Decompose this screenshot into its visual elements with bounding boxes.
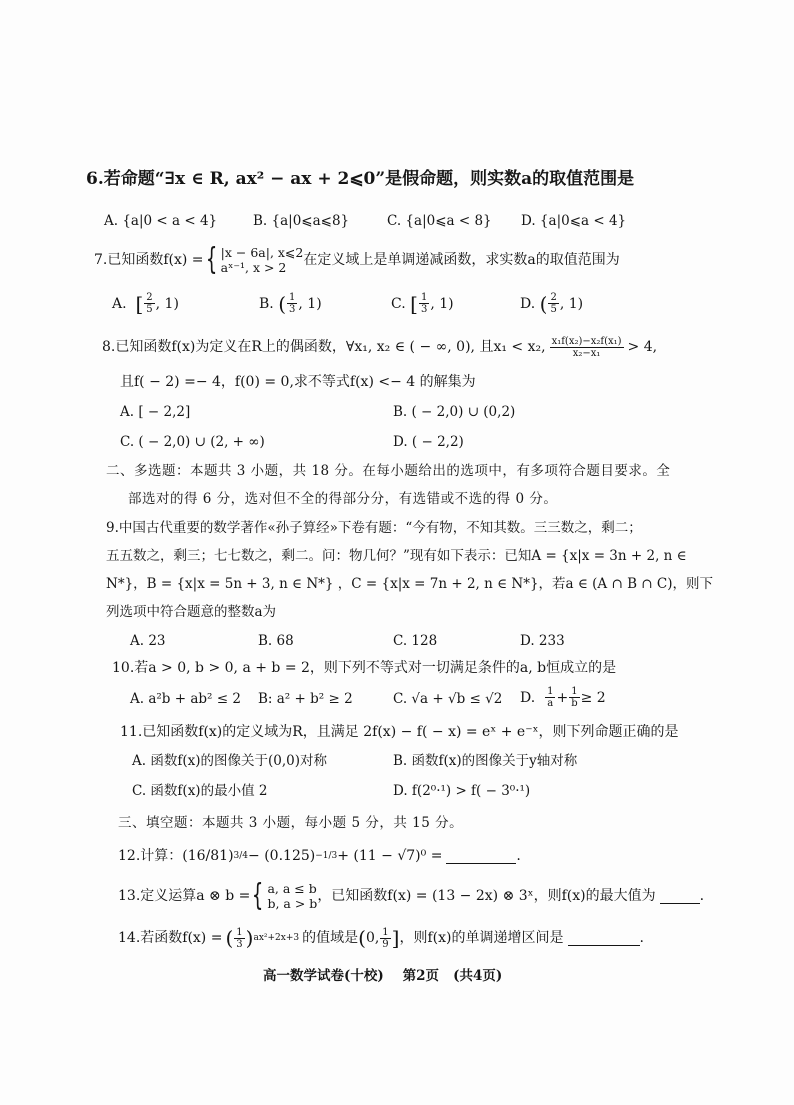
q10-stem: 10.若a > 0, b > 0, a + b = 2，则下列不等式对一切满足条件的a, b恒成立的是: [112, 660, 617, 676]
q13-stem: 13.定义运算a ⊗ b = { a, a ≤ b b, a > b ，已知函数f(x) = (13 − 2x) ⊗ 3ˣ，则f(x)的最大值为 .: [118, 878, 705, 913]
q8-line-2: 且f( − 2) =− 4，f(0) = 0,求不等式f(x) <− 4 的解集为: [120, 374, 476, 390]
q14-middle: 的值域是: [302, 930, 359, 946]
q8-fraction: $\frac{\text{x₁f(x₂)−x₂f(x₁)}}{\text{x₂−x₁}}$: [551, 335, 622, 359]
q14-stem: 14.若函数f(x) = ( $\frac{1}{3}$ ) ax²+2x+3 的值域是 ( 0, $\frac{1}{9}$ ] ，则f(x)的单调递增区间是 .: [118, 926, 644, 950]
q6-option-c: C. {a|0⩽a < 8}: [387, 213, 492, 229]
section-2-line-1: 二、多选题：本题共 3 小题，共 18 分。在每小题给出的选项中，有多项符合题目要求。全: [106, 463, 671, 479]
q12-stem: 12.计算： (16/81) 3/4 − (0.125) −1/3 + (11 − √7)⁰ = .: [118, 848, 521, 864]
q8-option-b: B. ( − 2,0) ∪ (0,2): [393, 404, 516, 420]
q13-suffix: ，已知函数f(x) = (13 − 2x) ⊗ 3ˣ，则f(x)的最大值为: [317, 888, 656, 904]
q11-option-b: B. 函数f(x)的图像关于y轴对称: [393, 753, 578, 769]
q12-exponent-1: 3/4: [233, 851, 249, 861]
q7-prefix: 7.已知函数f(x) =: [94, 252, 204, 268]
q6-option-b: B. {a|0⩽a⩽8}: [253, 213, 350, 229]
q11-option-a: A. 函数f(x)的图像关于(0,0)对称: [132, 753, 327, 769]
q14-answer-blank[interactable]: [568, 931, 640, 946]
footer-title: 高一数学试卷(十校): [263, 968, 384, 984]
q13-case-2: b, a > b: [267, 896, 318, 911]
q14-exponent: ax²+2x+3: [253, 933, 300, 943]
q9-option-c: C. 128: [393, 633, 438, 649]
q9-line-1: 9.中国古代重要的数学著作«孙子算经»下卷有题：“今有物，不知其数。三三数之，剩二；: [106, 520, 642, 536]
q6-option-a: A. {a|0 < a < 4}: [104, 213, 218, 229]
q12-exponent-2: −1/3: [315, 851, 338, 861]
q12-base: (16/81): [182, 848, 234, 864]
q9-line-3: N*}，B = {x|x = 5n + 3, n ∈ N*} ，C = {x|x = 7n + 2, n ∈ N*}，若a ∈ (A ∩ B ∩ C)，则下: [106, 576, 713, 592]
q13-answer-blank[interactable]: [660, 889, 700, 904]
q8-option-c: C. ( − 2,0) ∪ (2, + ∞): [120, 434, 265, 450]
footer-page: 第2页: [402, 968, 439, 984]
section-3-header: 三、填空题：本题共 3 小题，每小题 5 分，共 15 分。: [118, 815, 464, 831]
footer-total: (共4页): [453, 968, 503, 984]
q10-option-b: B: a² + b² ≥ 2: [258, 691, 353, 707]
q14-prefix: 14.若函数f(x) =: [118, 930, 223, 946]
q7-case-2: aˣ⁻¹, x > 2: [220, 260, 287, 275]
q8-line-1: [102, 333, 657, 361]
q7-option-d: D. ( $\frac{2}{5}$ , 1): [520, 291, 584, 316]
q8-line1-prefix: 8.已知函数f(x)为定义在R上的偶函数，∀x₁, x₂ ∈ ( − ∞, 0), 且x₁ < x₂,: [102, 339, 546, 355]
q9-line-2: 五五数之，剩三；七七数之，剩二。问：物几何？”现有如下表示：已知A = {x|x = 3n + 2, n ∈: [106, 548, 687, 564]
q10-option-c: C. √a + √b ≤ √2: [393, 691, 503, 707]
q11-option-c: C. 函数f(x)的最小值 2: [132, 783, 268, 799]
q7-option-a: A. [ $\frac{2}{5}$ , 1): [112, 291, 179, 316]
q13-brace: {: [252, 878, 264, 913]
q10-option-d: D. $\frac{1}{a}$ + $\frac{1}{b}$ ≥ 2: [520, 686, 606, 709]
q7-case-1: |x − 6a|, x⩽2: [220, 245, 304, 260]
section-2-line-2: 部选对的得 6 分，选对但不全的得部分分，有选错或不选的得 0 分。: [128, 491, 558, 507]
q7-suffix: 在定义域上是单调递减函数，求实数a的取值范围为: [303, 252, 620, 268]
q11-stem: 11.已知函数f(x)的定义域为R，且满足 2f(x) − f( − x) = eˣ + e⁻ˣ，则下列命题正确的是: [120, 724, 679, 740]
q8-option-d: D. ( − 2,2): [393, 434, 464, 450]
q12-answer-blank[interactable]: [446, 849, 516, 864]
q9-option-b: B. 68: [258, 633, 294, 649]
q8-line1-suffix: > 4,: [627, 339, 658, 355]
q6-option-d: D. {a|0⩽a < 4}: [521, 213, 627, 229]
q12-tail: + (11 − √7)⁰ =: [337, 848, 443, 864]
q7-stem: [94, 242, 620, 278]
q9-option-a: A. 23: [130, 633, 166, 649]
q12-label: 12.计算：: [118, 848, 183, 864]
q13-cases: [267, 881, 317, 911]
q9-line-4: 列选项中符合题意的整数a为: [106, 604, 277, 620]
q12-middle: − (0.125): [248, 848, 316, 864]
q7-option-b: B. ( $\frac{1}{3}$ , 1): [259, 291, 322, 316]
q7-option-c: C. [ $\frac{1}{3}$ , 1): [391, 291, 454, 316]
q9-option-d: D. 233: [520, 633, 565, 649]
q11-option-d: D. f(2⁰·¹) > f( − 3⁰·¹): [393, 783, 531, 799]
q14-suffix: ，则f(x)的单调递增区间是: [399, 930, 564, 946]
q7-cases: [221, 245, 304, 275]
q8-option-a: A. [ − 2,2]: [120, 404, 191, 420]
q10-option-a: A. a²b + ab² ≤ 2: [130, 691, 241, 707]
footer: [263, 967, 502, 985]
q6-stem: 6.若命题“∃x ∈ R, ax² − ax + 2⩽0”是假命题，则实数a的取值范围是: [86, 169, 635, 189]
q13-case-1: a, a ≤ b: [267, 881, 317, 896]
q7-brace: {: [205, 242, 217, 277]
q13-prefix: 13.定义运算a ⊗ b =: [118, 888, 251, 904]
